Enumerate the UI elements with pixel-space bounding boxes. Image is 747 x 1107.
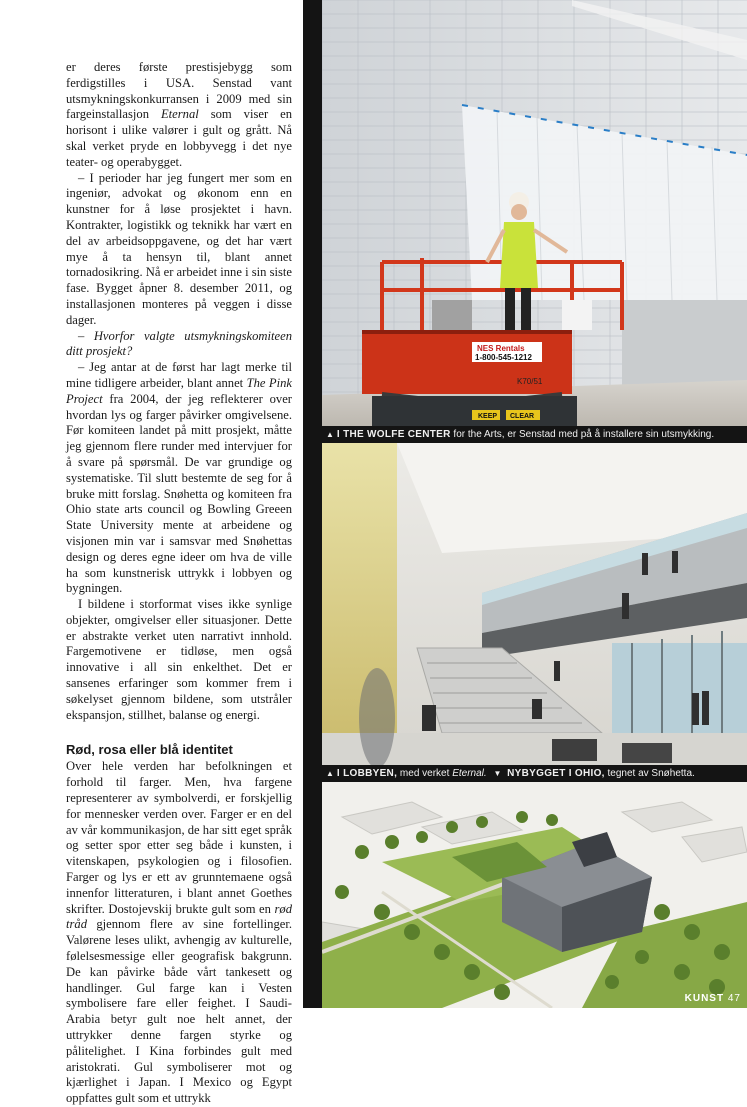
artwork-title: Eternal: [160, 107, 199, 122]
caption-text: for the Arts, er Senstad med på å installere sin utsmykking.: [450, 429, 715, 440]
text: Over hele verden har befolkningen et forhold til farger. Men, hva fargene representerer av symbolverdi, er forskjellig for mennesker verden over. Farger er en del av vår kommunikasjon, de har sitt eget språk og setter spor etter seg både i kunsten, i vitenskapen, psykologien og i filosofien. Farger og lys er ett av grunntemaene også innenfor litteraturen, i blant annet Goethes skrifter. Dostojevskij brukte gult som en: [66, 759, 292, 916]
article-text-column: [66, 60, 292, 1107]
lift-model-label: K70/51: [517, 377, 543, 386]
paragraph: [66, 360, 292, 597]
paragraph: [66, 759, 292, 1107]
caption-text: tegnet av Snøhetta.: [604, 768, 695, 779]
caption-lobby: [322, 765, 747, 782]
interview-question: [66, 329, 292, 361]
lift-clear-label: CLEAR: [510, 413, 535, 420]
lobby-rendering: [322, 443, 747, 765]
lift-phone-label: 1-800-545-1212: [475, 353, 532, 362]
installation-photo-illustration: [322, 0, 747, 426]
caption-bold: NYBYGGET I OHIO,: [507, 768, 605, 779]
section-heading: Rød, rosa eller blå identitet: [66, 742, 233, 758]
text: – Jeg antar at de først har lagt merke til mine tidligere arbeider, blant annet: [66, 360, 292, 390]
emphasis-text: rød tråd: [66, 901, 292, 932]
folio-page-number: 47: [727, 993, 741, 1004]
lobby-rendering-illustration: [322, 443, 747, 765]
caption-bold: I THE WOLFE CENTER: [336, 429, 451, 440]
installation-photo: [322, 0, 747, 426]
caption-installation: [322, 426, 747, 443]
question-text: – Hvorfor valgte utsmykningskomiteen ditt prosjekt?: [66, 328, 292, 359]
aerial-rendering: [322, 782, 747, 1008]
caption-arrow-up-icon: ▲: [326, 769, 334, 778]
caption-bold: I LOBBYEN,: [336, 768, 398, 779]
caption-arrow-down-icon: ▼: [493, 769, 502, 778]
caption-arrow-up-icon: ▲: [326, 430, 334, 439]
paragraph: [66, 60, 292, 171]
page-folio: [685, 993, 741, 1004]
text: fra 2004, der jeg reflekterer over hvordan lys og farger påvirker omgivelsene. Før komiteen landet på mitt prosjekt, måtte jeg gjennom flere runder med intervjuer for å svare på spørsmål. De var grundige og systematiske. Til slutt bestemte de seg for å bruke mitt forslag. Snøhetta og komiteen fra Ohio state arts council og Bowling Greeen State University mente at arbeidene og visjonen min var i samsvar med Snøhettas design og deres egne ideer om hva de ville ha som kunstnerisk uttrykk i lobbyen og bygningen.: [66, 391, 292, 596]
caption-artwork-title: Eternal.: [452, 768, 487, 779]
artwork-title: The Pink Project: [66, 375, 293, 406]
aerial-rendering-illustration: [322, 782, 747, 1008]
image-column: [303, 0, 747, 1008]
folio-section: KUNST: [684, 993, 725, 1004]
paragraph: I bildene i storformat vises ikke synlige objekter, omgivelser eller situasjoner. Dette er abstrakte verket uten narrativt innhold. Fargemotivene er tidløse, men også innovative i all sin enkelthet. Det er sansenes erfaringer som kommer frem i søkelyset gjennom bildene, som utstråler ekspansjon, stillhet, balanse og energi.: [66, 597, 292, 722]
text: som viser en horisont i ulike valører i gult og grått. Nå skal verket pryde en lobbyvegg i det nye teater- og operabygget.: [66, 107, 292, 169]
caption-text: med verket: [397, 768, 453, 779]
lift-brand-label: NES Rentals: [477, 344, 525, 353]
text: er deres første prestisjebygg som ferdigstilles i USA. Senstad vant utsmykningskonkurransen i 2009 med sin fargeinstallasjon: [66, 60, 292, 122]
paragraph: – I perioder har jeg fungert mer som en ingeniør, advokat og økonom enn en kunstner for å løse prosjektet i havn. Kontrakter, logistikk og teknikk har vært en del av arbeidsoppgavene, og det har vært mye å ta hensyn til, blant annet tornadosikring. Nå er arbeidet inne i sin siste fase. Bygget åpner 8. desember 2011, og installasjonen monteres på veggen i disse dager.: [66, 170, 292, 327]
text: gjennom flere av sine fortellinger. Valørene leses ulikt, avhengig av kulturelle, følelsesmessige eller geografisk bakgrunn. De kan påvirke både vårt tankesett og handlinger. Gul farge kan i Vesten symbolisere fare eller feighet. I Saudi-Arabia betyr gult noe helt annet, der uttrykker denne fargen styrke og pålitelighet. I Kina forbindes gult med aristokrati. Gul symboliserer mot og kjærlighet i Japan. I Mexico og Egypt oppfattes gult som et uttrykk: [66, 917, 292, 1106]
lift-keep-label: KEEP: [478, 413, 498, 420]
